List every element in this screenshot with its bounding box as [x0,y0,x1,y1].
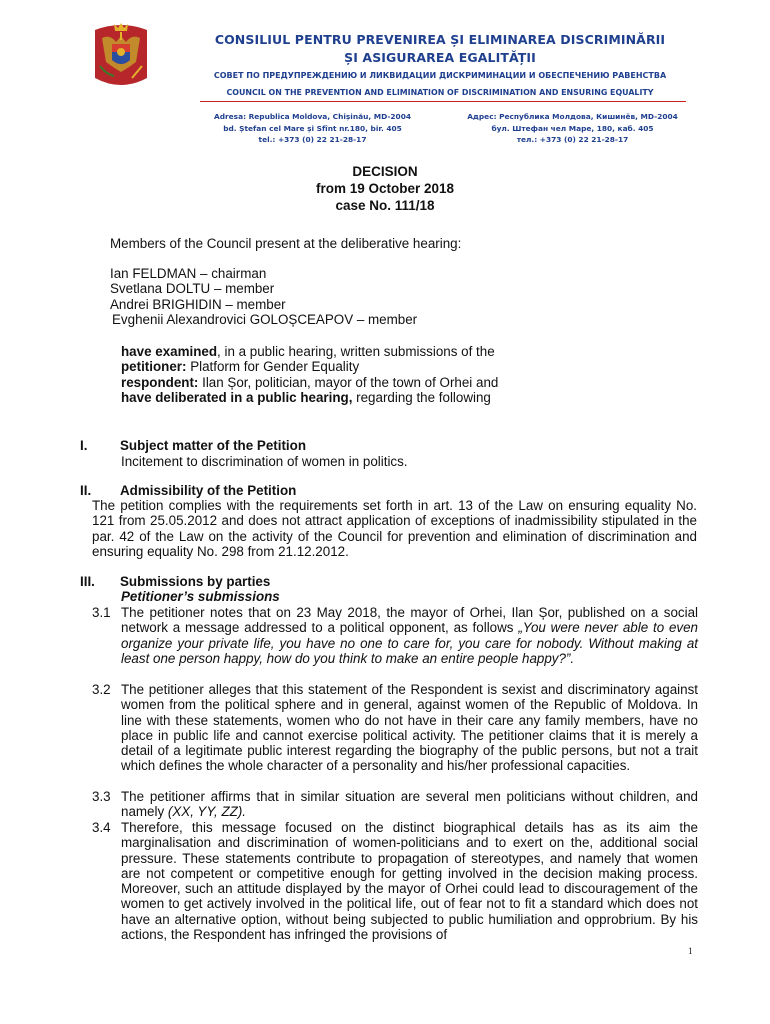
paragraph-body: The petitioner affirms that in similar situation are several men politicians without children, and namely [121,789,698,820]
member-item: Andrei BRIGHIDIN – member [110,296,286,312]
paragraph-3-4 [92,820,698,942]
exam-line [121,390,498,405]
moldova-coat-of-arms-icon [92,22,150,90]
decision-title [0,163,770,214]
header-divider [200,101,686,102]
council-name-ro-line2: ȘI ASIGURAREA EGALITĂȚII [344,50,536,65]
paragraph-body: The petitioner notes that on 23 May 2018, the mayor of Orhei, Ilan Șor, published on a social network a message addressed to a political opponent, as follows [121,605,698,636]
address-ru-line: тел.: +373 (0) 22 21-28-17 [516,135,629,144]
exam-line [121,344,498,359]
paragraph-3-1 [92,605,698,666]
address-ro-line: bd. Ștefan cel Mare și Sfînt nr.180, bir. 405 [223,123,402,133]
paragraph-number: 3.4 [92,820,111,835]
paragraph-text [121,605,698,666]
exam-text: Ilan Șor, politician, mayor of the town of Orhei and [198,374,499,390]
address-ru-line: Адрес: Республика Молдова, Кишинёв, MD-2004 [467,112,678,121]
member-item: Evghenii Alexandrovici GOLOȘCEAPOV – member [112,311,418,327]
section-3-heading [80,574,270,589]
address-ru-line: бул. Штефан чел Маре, 180, каб. 405 [491,123,654,133]
members-intro: Members of the Council present at the deliberative hearing: [110,236,462,251]
quote-text: „You were never able to even organize your private life, you have no one to care for, you care for nobody. Without making at least one person happy, how do you think to make an entire people happy?”. [121,620,698,666]
address-ro [200,111,425,146]
title-date: from 19 October 2018 [315,181,455,196]
paragraph-3-2 [92,682,698,774]
section-1-heading [80,438,306,453]
exam-bold: have deliberated in a public hearing, [121,389,353,405]
address-ro-line: Adresa: Republica Moldova, Chișinău, MD-2004 [214,112,411,121]
paragraph-text [121,789,698,820]
paragraph-number: 3.1 [92,605,111,620]
section-1-text: Incitement to discrimination of women in politics. [121,454,408,469]
paragraph-number: 3.2 [92,682,111,697]
exam-bold: have examined [121,344,218,359]
council-name-ro-line1: CONSILIUL PENTRU PREVENIREA ȘI ELIMINAREA DISCRIMINĂRII [214,32,666,47]
section-title: Admissibility of the Petition [120,483,297,498]
italic-text: (XX, YY, ZZ). [167,804,247,820]
section-2-text: The petition complies with the requirements set forth in art. 13 of the Law on ensuring equality No. 121 from 25.05.2012 and does not attract application of exceptions of inadmissibility stipulated in the par. 42 of the Law on the activity of the Council for prevention and elimination of discrimination and ensuring equality No. 298 from 21.12.2012. [92,498,697,559]
members-list [110,266,417,327]
paragraph-text: The petitioner alleges that this statement of the Respondent is sexist and discriminatory against women from the political sphere and in general, against women of the Republic of Moldova. In line with these statements, women who do not have in their care any family members, have no place in public life and cannot exercise political activity. The petitioner claims that it is merely a detail of a legitimate public interest regarding the biography of the public persons, but not a trait which defines the whole character of a personality and his/her professional capacities. [121,682,698,774]
paragraph-3-3 [92,789,698,820]
paragraph-text: Therefore, this message focused on the distinct biographical details has as its aim the marginalisation and discrimination of women-politicians and to exert on the, additional social pressure. These statements contribute to propagation of stereotypes, and namely that women are not competent or competitive enough for getting involved in the decision making process. Moreover, such an attitude displayed by the mayor of Orhei could lead to discouragement of the women to get actively involved in the political life, out of fear not to fit a standard which does not have an alternative option, without being subjected to public humiliation and opprobrium. By his actions, the Respondent has infringed the provisions of [121,820,698,943]
page-number: 1 [688,946,693,956]
title-line: DECISION [352,164,418,179]
exam-bold: respondent: [121,374,199,390]
section-title: Subject matter of the Petition [120,438,306,453]
section-3-subheading: Petitioner’s submissions [121,589,280,604]
council-name-ru: СОВЕТ ПО ПРЕДУПРЕЖДЕНИЮ И ЛИКВИДАЦИИ ДИСКРИМИНАЦИИ И ОБЕСПЕЧЕНИЮ РАВЕНСТВА [213,71,667,80]
member-item: Ian FELDMAN – chairman [110,266,267,281]
address-ro-line: tel.: +373 (0) 22 21-28-17 [258,135,367,144]
section-number: III. [80,574,95,589]
exam-text: Platform for Gender Equality [186,359,360,375]
title-case-number: case No. 111/18 [335,198,435,213]
exam-bold: petitioner: [121,359,187,375]
section-2-heading [80,483,296,498]
paragraph-number: 3.3 [92,789,111,804]
examination-block [121,344,498,405]
address-ru [455,111,690,146]
exam-line [121,375,498,390]
council-name-en: COUNCIL ON THE PREVENTION AND ELIMINATION OF DISCRIMINATION AND ENSURING EQUALITY [226,88,654,97]
exam-line [121,359,498,374]
section-title: Submissions by parties [120,574,271,589]
exam-text: regarding the following [352,389,491,405]
exam-text: , in a public hearing, written submissions of the [217,344,495,359]
member-item: Svetlana DOLTU – member [110,281,275,297]
section-number: I. [80,438,88,453]
section-number: II. [80,483,92,498]
